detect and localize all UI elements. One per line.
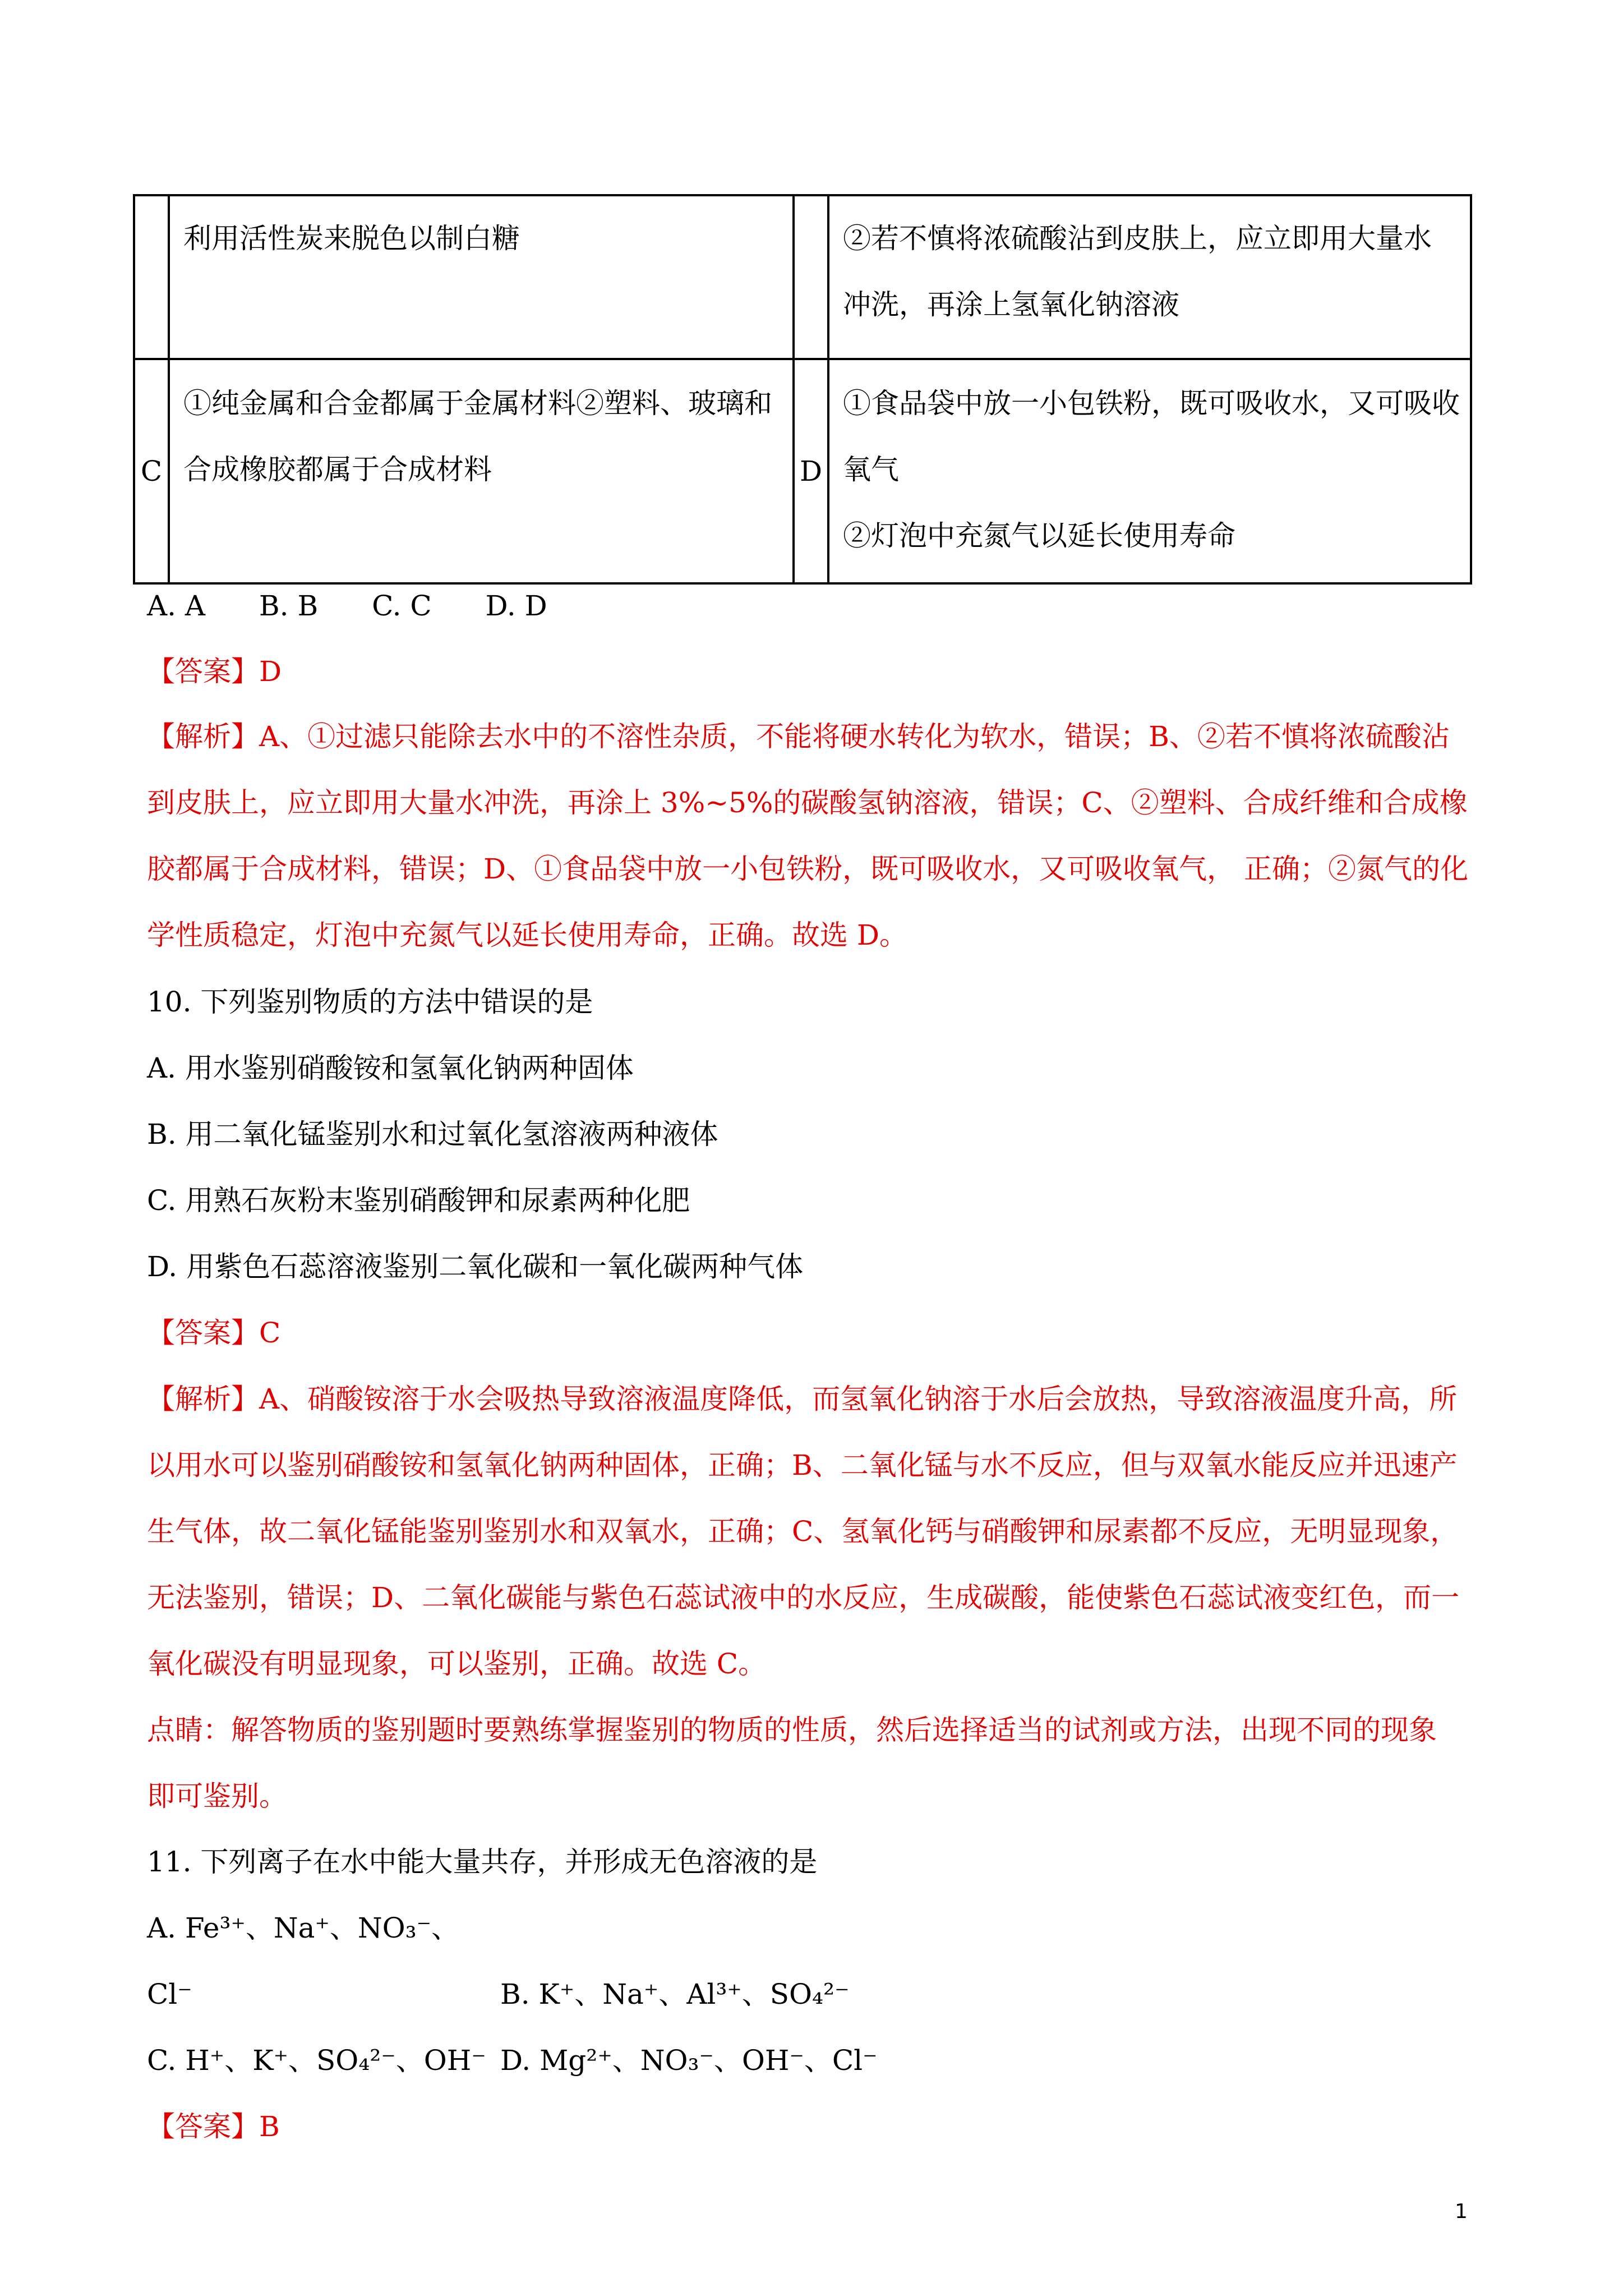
option: A. A [147,590,206,622]
table-label-cell: C [134,359,169,583]
option: B. B [259,590,319,622]
tip-line: 点睛：解答物质的鉴别题时要熟练掌握鉴别的物质的性质，然后选择适当的试剂或方法，出现不同的现象 [147,1714,1437,1746]
tip-line: 即可鉴别。 [147,1780,287,1812]
table-row [134,359,1471,583]
option: C. 用熟石灰粉末鉴别硝酸钾和尿素两种化肥 [147,1184,690,1217]
analysis-line: 生气体，故二氧化锰能鉴别鉴别水和双氧水，正确；C、氢氧化钙与硝酸钾和尿素都不反应，无明显现象， [147,1515,1459,1548]
cell-text: 氧气 [843,453,899,486]
table-cell [169,359,794,583]
analysis-line: 到皮肤上，应立即用大量水冲洗，再涂上 3%~5%的碳酸氢钠溶液，错误；C、②塑料、合成纤维和合成橡 [147,786,1468,819]
q11-answer: 【答案】B [147,2110,280,2143]
option: D. Mg²⁺、NO₃⁻、OH⁻、Cl⁻ [500,2044,878,2077]
analysis-line: 胶都属于合成材料，错误；D、①食品袋中放一小包铁粉，既可吸收水，又可吸收氧气， 正确；②氮气的化 [147,853,1468,885]
q9-analysis [147,703,1482,968]
options-table [133,194,1472,585]
table-label-cell [794,195,828,359]
option: A. 用水鉴别硝酸铵和氢氧化钠两种固体 [147,1052,634,1084]
table-label-cell: D [794,359,828,583]
table-cell [828,359,1471,583]
options-row [147,2027,1482,2093]
analysis-line: 【解析】A、①过滤只能除去水中的不溶性杂质，不能将硬水转化为软水，错误；B、②若不慎将浓硫酸沾 [147,720,1450,753]
cell-text: ①食品袋中放一小包铁粉，既可吸收水，又可吸收 [843,387,1460,420]
q11-block [147,1829,1482,2160]
option: B. K⁺、Na⁺、Al³⁺、SO₄²⁻ [500,1978,850,2010]
option: A. Fe³⁺、Na⁺、NO₃⁻、Cl⁻ [147,1912,460,2010]
q10-answer: 【答案】C [147,1317,281,1349]
cell-text: 利用活性炭来脱色以制白糖 [183,222,520,255]
analysis-line: 无法鉴别，错误；D、二氧化碳能与紫色石蕊试液中的水反应，生成碳酸，能使紫色石蕊试液变红色，而一 [147,1581,1460,1614]
cell-text: ②灯泡中充氮气以延长使用寿命 [843,519,1235,552]
option: D. D [485,590,547,622]
table-cell [828,195,1471,359]
option: C. C [372,590,432,622]
options-row [147,1895,1482,2027]
cell-text: ①纯金属和合金都属于金属材料②塑料、玻璃和 [183,387,772,420]
page-number: 1 [1455,2200,1468,2223]
cell-text: ②若不慎将浓硫酸沾到皮肤上，应立即用大量水 [843,222,1432,255]
analysis-line: 学性质稳定，灯泡中充氮气以延长使用寿命，正确。故选 D。 [147,919,907,951]
option: C. H⁺、K⁺、SO₄²⁻、OH⁻ [147,2044,486,2077]
cell-text: 合成橡胶都属于合成材料 [183,453,492,486]
option: B. 用二氧化锰鉴别水和过氧化氢溶液两种液体 [147,1118,718,1151]
table-cell [169,195,794,359]
analysis-line: 以用水可以鉴别硝酸铵和氢氧化钠两种固体，正确；B、二氧化锰与水不反应，但与双氧水能反应并迅速产 [147,1449,1458,1481]
analysis-line: 【解析】A、硝酸铵溶于水会吸热导致溶液温度降低，而氢氧化钠溶于水后会放热，导致溶液温度升高，所 [147,1383,1458,1415]
option: D. 用紫色石蕊溶液鉴别二氧化碳和一氧化碳两种气体 [147,1250,804,1283]
question-stem: 10. 下列鉴别物质的方法中错误的是 [147,986,593,1018]
table-row [134,195,1471,359]
q10-block [147,969,1482,1829]
cell-text: 冲洗，再涂上氢氧化钠溶液 [843,288,1179,321]
analysis-line: 氧化碳没有明显现象，可以鉴别，正确。故选 C。 [147,1648,767,1680]
q9-options [147,589,592,623]
question-stem: 11. 下列离子在水中能大量共存，并形成无色溶液的是 [147,1846,818,1878]
table-label-cell [134,195,169,359]
q9-answer: 【答案】D [147,655,282,688]
